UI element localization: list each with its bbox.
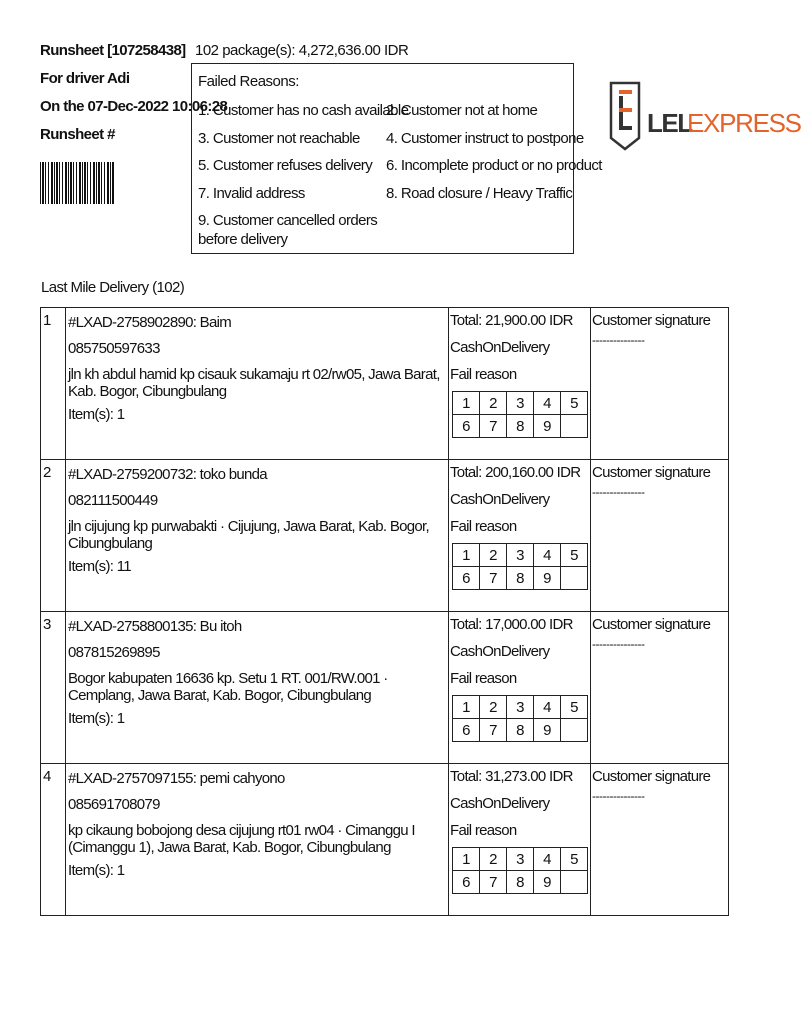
runsheet-date: On the 07-Dec-2022 10:06:28	[40, 98, 228, 115]
table-row	[41, 308, 729, 460]
payment-method: CashOnDelivery	[450, 339, 550, 356]
fail-reason-option: 3	[507, 848, 534, 871]
order-id-name: #LXAD-2757097155: pemi cahyono	[68, 770, 285, 787]
signature-label: Customer signature	[592, 312, 711, 329]
fail-reason-option: 2	[480, 392, 507, 415]
fail-reason-option: 1	[453, 696, 480, 719]
delivery-address: jln kh abdul hamid kp cisauk sukamaju rt 02/rw05, Jawa Barat, Kab. Bogor, Cibungbulang	[68, 366, 440, 400]
barcode-image	[40, 162, 114, 204]
fail-reason-option: 2	[480, 544, 507, 567]
row-number: 2	[41, 460, 66, 612]
fail-reason-option: 8	[507, 871, 534, 894]
table-row	[41, 460, 729, 612]
payment-info	[449, 764, 591, 916]
order-id-name: #LXAD-2758800135: Bu itoh	[68, 618, 242, 635]
failed-reason-item: 5. Customer refuses delivery	[198, 157, 373, 174]
payment-info	[449, 612, 591, 764]
failed-reason-item: 4. Customer instruct to postpone	[386, 130, 584, 147]
fail-reason-option: 8	[507, 567, 534, 590]
fail-reason-grid	[452, 847, 588, 894]
fail-reason-grid	[452, 391, 588, 438]
fail-reason-option: 3	[507, 392, 534, 415]
table-row	[41, 612, 729, 764]
driver-name: For driver Adi	[40, 70, 130, 87]
delivery-info	[66, 308, 449, 460]
delivery-info	[66, 764, 449, 916]
phone-number: 085750597633	[68, 340, 160, 357]
signature-label: Customer signature	[592, 768, 711, 785]
row-number: 1	[41, 308, 66, 460]
fail-reason-option: 9	[534, 415, 561, 438]
fail-reason-option: 5	[561, 696, 588, 719]
signature-line: ---------------	[592, 637, 645, 651]
phone-number: 082111500449	[68, 492, 158, 509]
fail-reason-option: 1	[453, 848, 480, 871]
fail-reason-option: 8	[507, 415, 534, 438]
fail-reason-option: 4	[534, 392, 561, 415]
delivery-address: jln cijujung kp purwabakti · Cijujung, Jawa Barat, Kab. Bogor, Cibungbulang	[68, 518, 429, 552]
fail-reason-grid	[452, 695, 588, 742]
payment-info	[449, 460, 591, 612]
order-total: Total: 21,900.00 IDR	[450, 312, 573, 329]
fail-reason-option: 8	[507, 719, 534, 742]
fail-reason-option: 3	[507, 544, 534, 567]
fail-reason-option: 6	[453, 871, 480, 894]
order-total: Total: 200,160.00 IDR	[450, 464, 581, 481]
fail-reason-option: 2	[480, 696, 507, 719]
failed-reasons-box	[191, 63, 602, 254]
failed-reason-item: 8. Road closure / Heavy Traffic	[386, 185, 573, 202]
fail-reason-label: Fail reason	[450, 518, 517, 535]
order-total: Total: 17,000.00 IDR	[450, 616, 573, 633]
payment-info	[449, 308, 591, 460]
failed-reason-item: 3. Customer not reachable	[198, 130, 360, 147]
runsheet-id: Runsheet [107258438]	[40, 42, 186, 59]
phone-number: 085691708079	[68, 796, 160, 813]
fail-reason-option: 5	[561, 392, 588, 415]
table-row	[41, 764, 729, 916]
fail-reason-option: 1	[453, 392, 480, 415]
payment-method: CashOnDelivery	[450, 491, 550, 508]
fail-reason-option: 5	[561, 544, 588, 567]
fail-reason-label: Fail reason	[450, 670, 517, 687]
fail-reason-option: 9	[534, 719, 561, 742]
runsheet-header	[40, 42, 228, 154]
fail-reason-option: 7	[480, 567, 507, 590]
fail-reason-option	[561, 719, 588, 742]
signature-label: Customer signature	[592, 616, 711, 633]
failed-reason-item: 1. Customer has no cash available	[198, 102, 409, 119]
order-id-name: #LXAD-2758902890: Baim	[68, 314, 232, 331]
fail-reason-option: 5	[561, 848, 588, 871]
failed-reason-item: 7. Invalid address	[198, 185, 305, 202]
signature-cell	[591, 612, 729, 764]
row-number: 4	[41, 764, 66, 916]
fail-reason-option	[561, 415, 588, 438]
phone-number: 087815269895	[68, 644, 160, 661]
payment-method: CashOnDelivery	[450, 795, 550, 812]
signature-cell	[591, 460, 729, 612]
signature-label: Customer signature	[592, 464, 711, 481]
signature-line: ---------------	[592, 485, 645, 499]
lelexpress-logo	[595, 72, 801, 172]
order-id-name: #LXAD-2759200732: toko bunda	[68, 466, 267, 483]
item-count: Item(s): 1	[68, 406, 125, 423]
fail-reason-option: 1	[453, 544, 480, 567]
item-count: Item(s): 1	[68, 710, 125, 727]
fail-reason-option: 4	[534, 544, 561, 567]
item-count: Item(s): 11	[68, 558, 131, 575]
delivery-info	[66, 460, 449, 612]
fail-reason-option: 9	[534, 871, 561, 894]
fail-reason-option: 6	[453, 415, 480, 438]
fail-reason-grid	[452, 543, 588, 590]
runsheet-hash-label: Runsheet #	[40, 126, 115, 143]
order-total: Total: 31,273.00 IDR	[450, 768, 573, 785]
shield-logo-icon	[610, 82, 640, 150]
payment-method: CashOnDelivery	[450, 643, 550, 660]
section-title: Last Mile Delivery (102)	[41, 279, 185, 296]
failed-reasons-title: Failed Reasons:	[198, 73, 299, 90]
fail-reason-option: 3	[507, 696, 534, 719]
delivery-address: Bogor kabupaten 16636 kp. Setu 1 RT. 001/RW.001 · Cemplang, Jawa Barat, Kab. Bogor, Cibungbulang	[68, 670, 388, 704]
fail-reason-label: Fail reason	[450, 822, 517, 839]
signature-cell	[591, 764, 729, 916]
signature-line: ---------------	[592, 789, 645, 803]
fail-reason-option: 9	[534, 567, 561, 590]
fail-reason-option: 7	[480, 871, 507, 894]
fail-reason-option: 6	[453, 567, 480, 590]
fail-reason-option	[561, 567, 588, 590]
fail-reason-label: Fail reason	[450, 366, 517, 383]
row-number: 3	[41, 612, 66, 764]
fail-reason-option: 4	[534, 696, 561, 719]
failed-reason-item: 6. Incomplete product or no product	[386, 157, 602, 174]
fail-reason-option	[561, 871, 588, 894]
logo-text-lel: LEL	[647, 108, 692, 138]
fail-reason-option: 7	[480, 719, 507, 742]
fail-reason-option: 4	[534, 848, 561, 871]
delivery-info	[66, 612, 449, 764]
logo-text-express: EXPRESS	[687, 108, 801, 138]
item-count: Item(s): 1	[68, 862, 125, 879]
signature-cell	[591, 308, 729, 460]
failed-reason-item: 2. Customer not at home	[386, 102, 538, 119]
delivery-address: kp cikaung bobojong desa cijujung rt01 rw04 · Cimanggu I (Cimanggu 1), Jawa Barat, Kab. Bogor, Cibungbulang	[68, 822, 415, 856]
delivery-table	[40, 307, 729, 916]
fail-reason-option: 6	[453, 719, 480, 742]
package-summary: 102 package(s): 4,272,636.00 IDR	[195, 42, 409, 59]
signature-line: ---------------	[592, 333, 645, 347]
failed-reason-item: 9. Customer cancelled orders before delivery	[198, 212, 378, 248]
fail-reason-option: 2	[480, 848, 507, 871]
fail-reason-option: 7	[480, 415, 507, 438]
